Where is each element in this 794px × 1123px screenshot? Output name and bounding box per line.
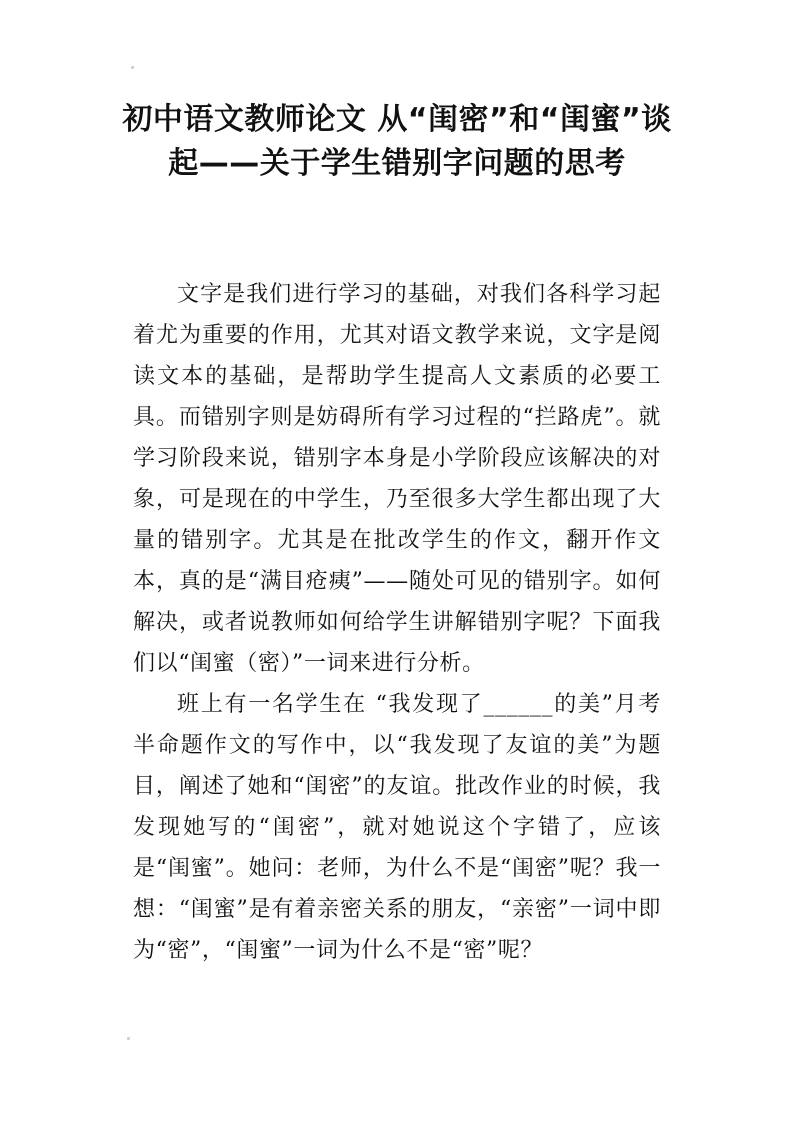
document-body (133, 274, 661, 971)
document-title: 初中语文教师论文 从“闺密”和“闺蜜”谈起——关于学生错别字问题的思考 (122, 102, 672, 181)
paragraph-2: 班上有一名学生在 “我发现了______的美”月考半命题作文的写作中，以“我发现了友谊的美”为题目，阐述了她和“闺密”的友谊。批改作业的时候，我发现她写的“闺密”，就对她说这个字错了，应该是“闺蜜”。她问：老师，为什么不是“闺密”呢？我一想：“闺蜜”是有着亲密关系的朋友，“亲密”一词中即为“密”，“闺蜜”一词为什么不是“密”呢？ (133, 692, 661, 963)
scan-mark (131, 66, 134, 69)
paragraph-1: 文字是我们进行学习的基础，对我们各科学习起着尤为重要的作用，尤其对语文教学来说，文字是阅读文本的基础，是帮助学生提高人文素质的必要工具。而错别字则是妨碍所有学习过程的“拦路虎”。就学习阶段来说，错别字本身是小学阶段应该解决的对象，可是现在的中学生，乃至很多大学生都出现了大量的错别字。尤其是在批改学生的作文，翻开作文本，真的是“满目疮痍”——随处可见的错别字。如何解决，或者说教师如何给学生讲解错别字呢？下面我们以“闺蜜（密）”一词来进行分析。 (133, 282, 661, 676)
scan-mark (127, 1037, 130, 1040)
